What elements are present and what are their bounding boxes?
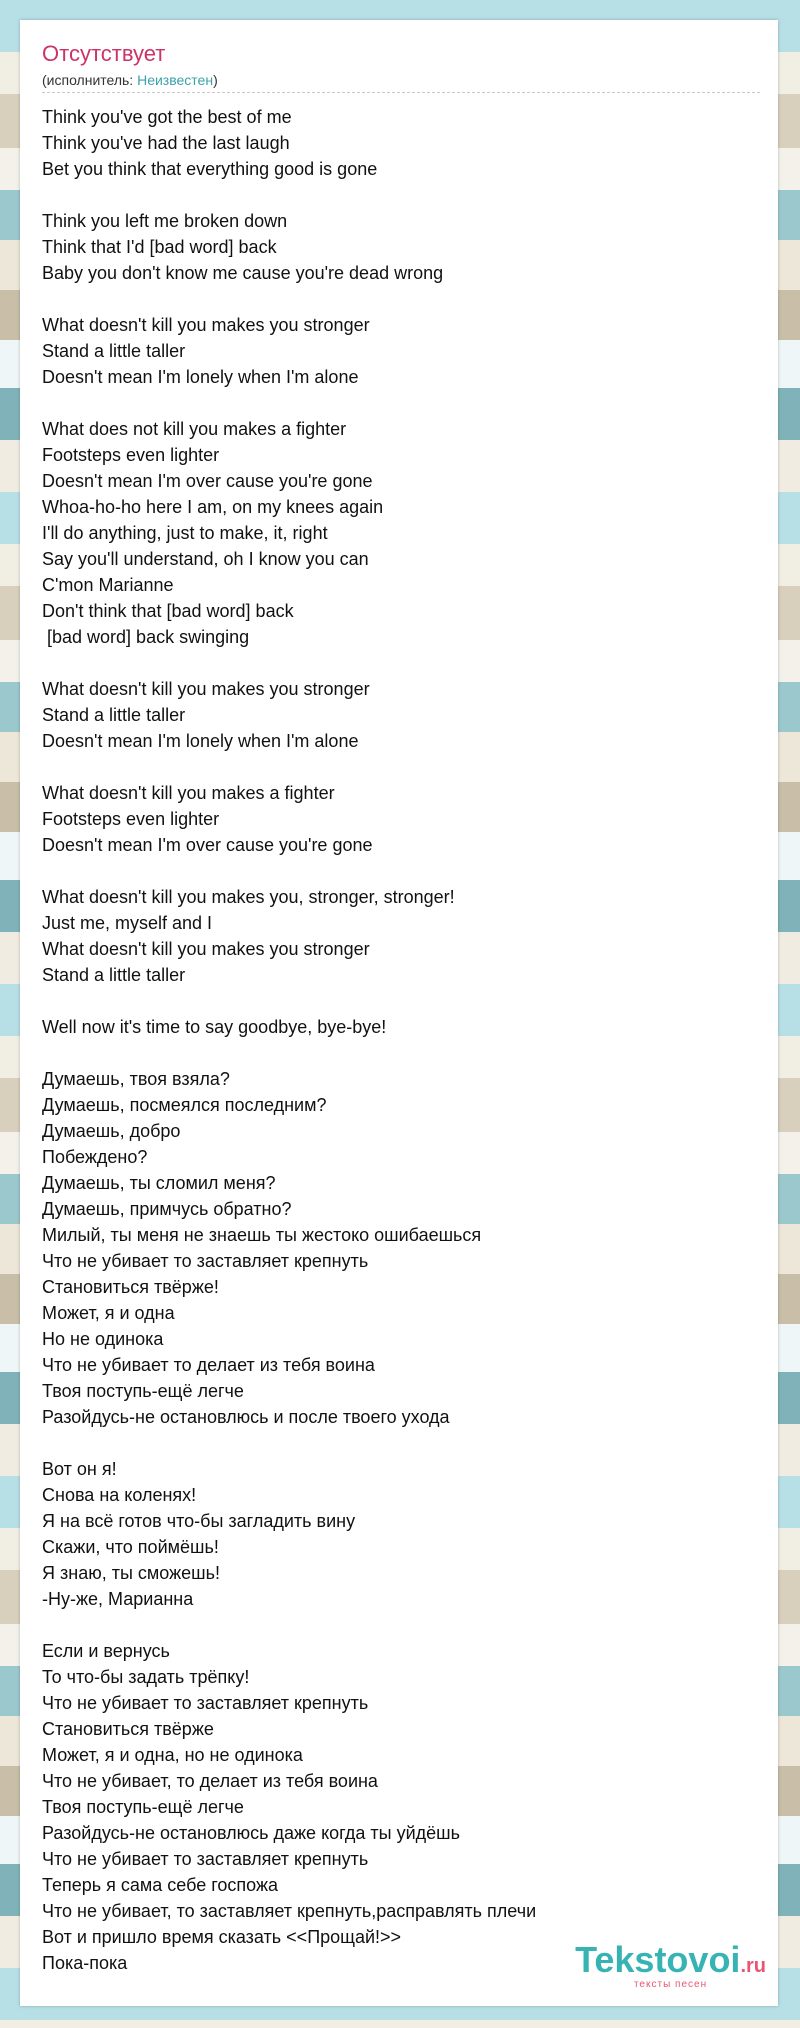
lyric-line: -Ну-же, Марианна xyxy=(42,1589,194,1609)
lyric-line: Скажи, что поймёшь! xyxy=(42,1537,219,1557)
artist-prefix: (исполнитель: xyxy=(42,72,138,88)
lyric-line xyxy=(42,1040,762,1066)
lyric-line: Но не одинока xyxy=(42,1329,164,1349)
lyric-line: Bet you think that everything good is gone xyxy=(42,159,378,179)
logo-tagline: тексты песен xyxy=(633,1979,708,1990)
lyric-line: Думаешь, добро xyxy=(42,1121,181,1141)
lyric-line: Может, я и одна xyxy=(42,1303,175,1323)
lyric-line xyxy=(42,390,762,416)
lyric-line: Just me, myself and I xyxy=(42,913,213,933)
lyric-line: Я на всё готов что-бы загладить вину xyxy=(42,1511,356,1531)
lyric-line: Think you left me broken down xyxy=(42,211,288,231)
lyric-line: Думаешь, примчусь обратно? xyxy=(42,1199,292,1219)
lyric-line: Doesn't mean I'm lonely when I'm alone xyxy=(42,731,359,751)
lyric-line: C'mon Marianne xyxy=(42,575,174,595)
lyric-line: Doesn't mean I'm lonely when I'm alone xyxy=(42,367,359,387)
lyric-line xyxy=(42,1612,762,1638)
lyric-line: Милый, ты меня не знаешь ты жестоко ошибаешься xyxy=(42,1225,482,1245)
lyric-line: What doesn't kill you makes you, stronger, stronger! xyxy=(42,887,455,907)
lyric-line: Думаешь, посмеялся последним? xyxy=(42,1095,327,1115)
lyric-line: Вот и пришло время сказать <<Прощай!>> xyxy=(42,1927,402,1947)
lyric-line: Становиться твёрже xyxy=(42,1719,214,1739)
song-title: Отсутствует xyxy=(42,41,166,66)
lyrics-card xyxy=(20,20,778,2006)
lyric-line: Если и вернусь xyxy=(42,1641,170,1661)
lyric-line: Снова на коленях! xyxy=(42,1485,197,1505)
logo-name: Tekstovoi xyxy=(575,1939,741,1980)
lyric-line: То что-бы задать трёпку! xyxy=(42,1667,250,1687)
artist-line xyxy=(42,72,218,88)
lyrics-text xyxy=(42,104,762,1976)
artist-link[interactable]: Неизвестен xyxy=(137,72,214,88)
lyric-line: [bad word] back swinging xyxy=(42,627,250,647)
lyric-line: Думаешь, твоя взяла? xyxy=(42,1069,230,1089)
lyric-line: What does not kill you makes a fighter xyxy=(42,419,347,439)
lyric-line: Что не убивает, то делает из тебя воина xyxy=(42,1771,378,1791)
lyric-line: Think that I'd [bad word] back xyxy=(42,237,277,257)
lyric-line: Думаешь, ты сломил меня? xyxy=(42,1173,276,1193)
lyric-line: Что не убивает то делает из тебя воина xyxy=(42,1355,375,1375)
lyric-line: Побеждено? xyxy=(42,1147,148,1167)
lyric-line: Твоя поступь-ещё легче xyxy=(42,1381,244,1401)
site-logo[interactable] xyxy=(575,1939,766,1990)
lyric-line: Может, я и одна, но не одинока xyxy=(42,1745,303,1765)
lyric-line: Что не убивает, то заставляет крепнуть,расправлять плечи xyxy=(42,1901,537,1921)
lyric-line: Я знаю, ты сможешь! xyxy=(42,1563,220,1583)
lyric-line: Say you'll understand, oh I know you can xyxy=(42,549,369,569)
lyric-line xyxy=(42,858,762,884)
lyric-line: Теперь я сама себе госпожа xyxy=(42,1875,279,1895)
lyric-line: Stand a little taller xyxy=(42,965,186,985)
lyric-line: Разойдусь-не остановлюсь и после твоего ухода xyxy=(42,1407,450,1427)
lyric-line: Становиться твёрже! xyxy=(42,1277,219,1297)
lyric-line: Footsteps even lighter xyxy=(42,809,220,829)
lyric-line: Твоя поступь-ещё легче xyxy=(42,1797,244,1817)
lyric-line: Что не убивает то заставляет крепнуть xyxy=(42,1251,369,1271)
lyric-line xyxy=(42,1430,762,1456)
lyric-line xyxy=(42,988,762,1014)
lyric-line: Пока-пока xyxy=(42,1953,128,1973)
lyric-line: Don't think that [bad word] back xyxy=(42,601,294,621)
logo-tld: .ru xyxy=(740,1955,766,1977)
lyric-line: Разойдусь-не остановлюсь даже когда ты уйдёшь xyxy=(42,1823,460,1843)
lyric-line xyxy=(42,650,762,676)
lyric-line: Think you've had the last laugh xyxy=(42,133,290,153)
lyric-line: Вот он я! xyxy=(42,1459,117,1479)
lyric-line: Что не убивает то заставляет крепнуть xyxy=(42,1849,369,1869)
lyric-line: Что не убивает то заставляет крепнуть xyxy=(42,1693,369,1713)
lyric-line: Baby you don't know me cause you're dead wrong xyxy=(42,263,444,283)
lyric-line: Whoa-ho-ho here I am, on my knees again xyxy=(42,497,384,517)
lyric-line xyxy=(42,182,762,208)
lyric-line: I'll do anything, just to make, it, right xyxy=(42,523,328,543)
lyric-line: What doesn't kill you makes you stronger xyxy=(42,315,370,335)
lyric-line xyxy=(42,286,762,312)
lyric-line: Footsteps even lighter xyxy=(42,445,220,465)
lyric-line: Doesn't mean I'm over cause you're gone xyxy=(42,471,373,491)
lyric-line: What doesn't kill you makes you stronger xyxy=(42,679,370,699)
lyric-line: Stand a little taller xyxy=(42,341,186,361)
lyric-line: Stand a little taller xyxy=(42,705,186,725)
artist-suffix: ) xyxy=(213,72,218,88)
lyric-line: Doesn't mean I'm over cause you're gone xyxy=(42,835,373,855)
lyric-line: What doesn't kill you makes a fighter xyxy=(42,783,335,803)
lyric-line xyxy=(42,754,762,780)
title-divider xyxy=(42,92,760,93)
lyric-line: Think you've got the best of me xyxy=(42,107,292,127)
lyric-line: Well now it's time to say goodbye, bye-bye! xyxy=(42,1017,387,1037)
lyric-line: What doesn't kill you makes you stronger xyxy=(42,939,370,959)
